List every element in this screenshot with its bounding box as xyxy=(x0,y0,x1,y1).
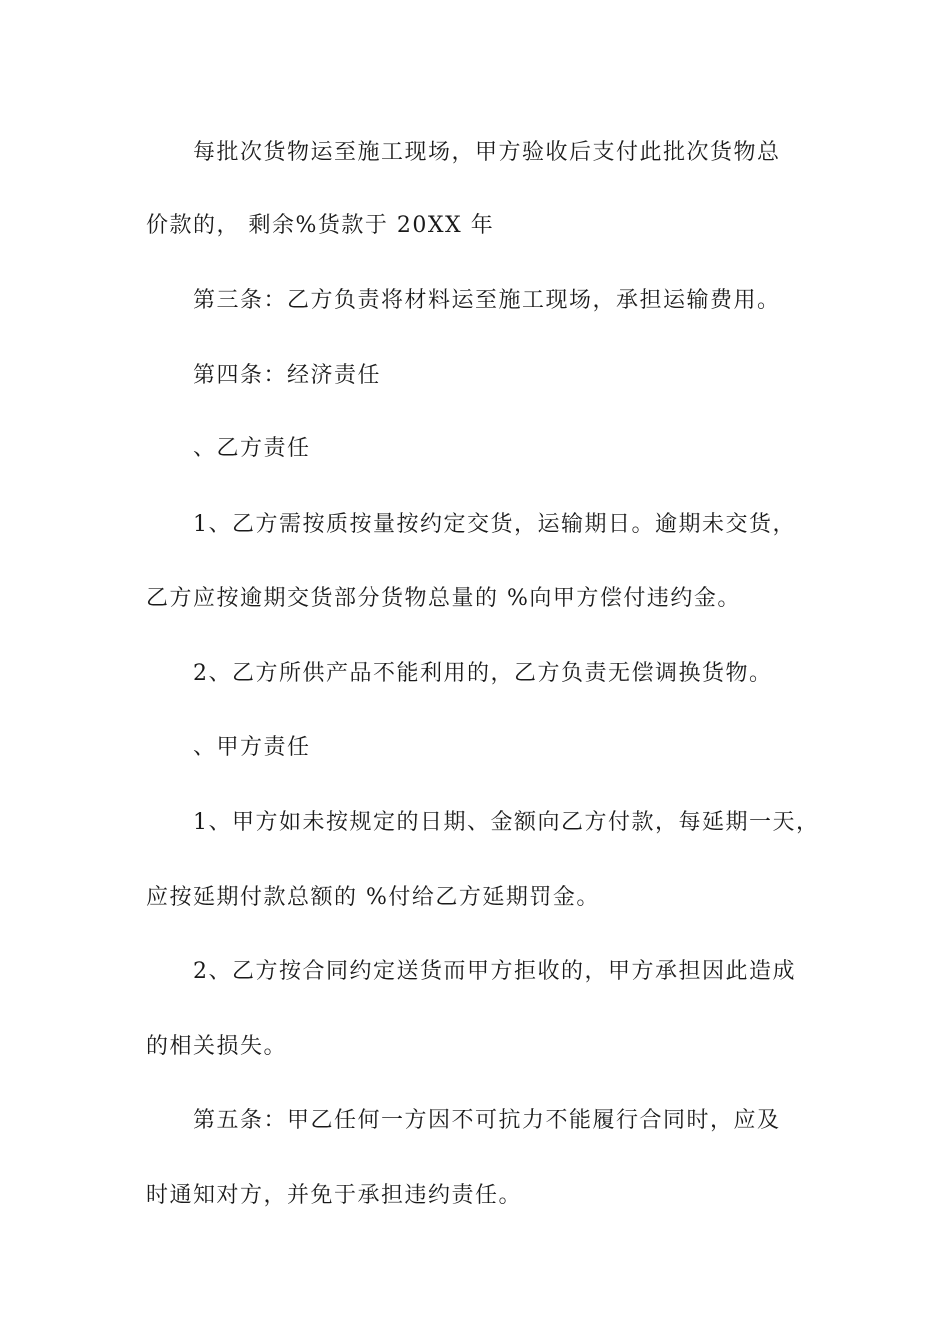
party-a-clause-2-line-2: 的相关损失。 xyxy=(146,1034,288,1059)
party-b-clause-1-line-2: 乙方应按逾期交货部分货物总量的 %向甲方偿付违约金。 xyxy=(146,586,741,611)
paragraph-line-1: 每批次货物运至施工现场，甲方验收后支付此批次货物总 xyxy=(193,140,781,165)
party-b-clause-2: 2、乙方所供产品不能利用的，乙方负责无偿调换货物。 xyxy=(193,661,773,686)
party-b-clause-1-line-1: 1、乙方需按质按量按约定交货，运输期日。逾期未交货， xyxy=(193,512,796,537)
party-a-clause-1-line-2: 应按延期付款总额的 %付给乙方延期罚金。 xyxy=(146,885,600,910)
party-a-responsibility-heading: 、甲方责任 xyxy=(193,735,311,760)
article-three-line: 第三条：乙方负责将材料运至施工现场，承担运输费用。 xyxy=(193,288,781,313)
party-a-clause-2-line-1: 2、乙方按合同约定送货而甲方拒收的，甲方承担因此造成 xyxy=(193,959,796,984)
party-a-clause-1-line-1: 1、甲方如未按规定的日期、金额向乙方付款，每延期一天， xyxy=(193,810,820,835)
article-five-line-2: 时通知对方，并免于承担违约责任。 xyxy=(146,1183,523,1208)
paragraph-line-2: 价款的， 剩余%货款于 20XX 年 xyxy=(146,213,495,238)
party-b-responsibility-heading: 、乙方责任 xyxy=(193,436,311,461)
article-four-heading: 第四条：经济责任 xyxy=(193,363,382,388)
article-five-line-1: 第五条：甲乙任何一方因不可抗力不能履行合同时，应及 xyxy=(193,1108,781,1133)
